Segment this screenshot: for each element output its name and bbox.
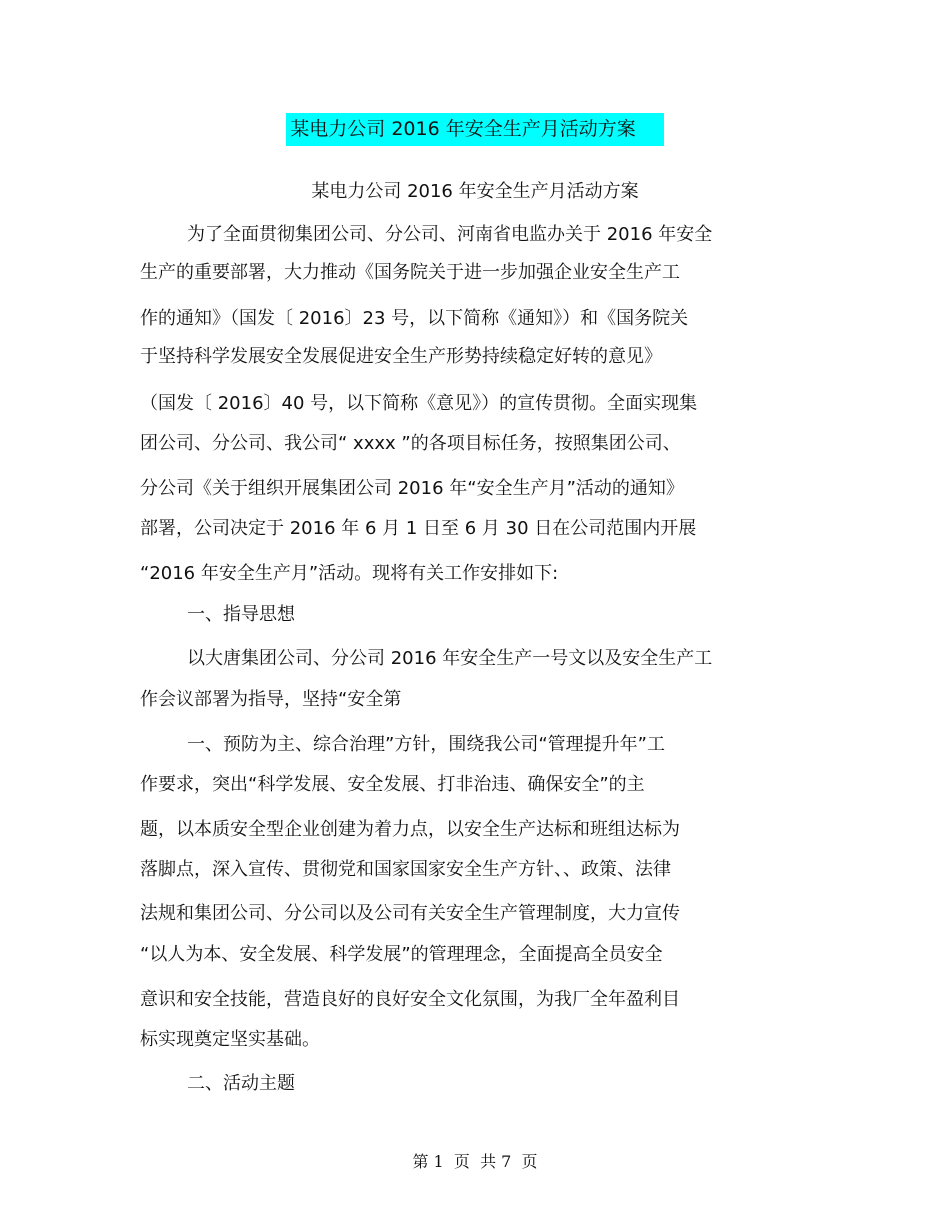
body-line: 作的通知》（国发〔 2016〕23 号，以下简称《通知》）和《国务院关 <box>140 308 689 329</box>
body-line: 团公司、分公司、我公司“ xxxx ”的各项目标任务，按照集团公司、 <box>140 433 681 454</box>
body-line: 以大唐集团公司、分公司 2016 年安全生产一号文以及安全生产工 <box>187 648 713 669</box>
document-title: 某电力公司 2016 年安全生产月活动方案 <box>286 113 663 146</box>
body-line: 法规和集团公司、分公司以及公司有关安全生产管理制度，大力宣传 <box>140 903 680 924</box>
document-subtitle: 某电力公司 2016 年安全生产月活动方案 <box>311 181 639 202</box>
body-line: 部署，公司决定于 2016 年 6 月 1 日至 6 月 30 日在公司范围内开展 <box>140 518 697 539</box>
body-line: 意识和安全技能，营造良好的良好安全文化氛围，为我厂全年盈利目 <box>140 989 680 1010</box>
page-number-footer: 第 1 页 共 7 页 <box>412 1152 538 1171</box>
body-line: 落脚点，深入宣传、贯彻党和国家国家安全生产方针、、政策、法律 <box>140 859 671 880</box>
body-line: 标实现奠定坚实基础。 <box>140 1029 320 1050</box>
body-line: 一、预防为主、综合治理”方针，围绕我公司“管理提升年”工 <box>187 734 665 755</box>
body-line: “以人为本、安全发展、科学发展”的管理理念，全面提高全员安全 <box>140 944 663 965</box>
section-heading-activity-theme: 二、活动主题 <box>187 1073 295 1094</box>
body-line: 为了全面贯彻集团公司、分公司、河南省电监办关于 2016 年安全 <box>187 224 713 245</box>
body-line: 作要求，突出“科学发展、安全发展、打非治违、确保安全”的主 <box>140 774 645 795</box>
body-line: （国发〔 2016〕40 号，以下简称《意见》）的宣传贯彻。全面实现集 <box>140 393 698 414</box>
title-container <box>0 113 950 146</box>
section-heading-guiding-ideology: 一、指导思想 <box>187 604 295 625</box>
body-line: 生产的重要部署，大力推动《国务院关于进一步加强企业安全生产工 <box>140 262 680 283</box>
body-line: 作会议部署为指导，坚持“安全第 <box>140 689 402 710</box>
body-line: “2016 年安全生产月”活动。现将有关工作安排如下: <box>140 563 559 584</box>
body-line: 于坚持科学发展安全发展促进安全生产形势持续稳定好转的意见》 <box>140 346 662 367</box>
body-line: 分公司《关于组织开展集团公司 2016 年“安全生产月”活动的通知》 <box>140 478 684 499</box>
body-line: 题，以本质安全型企业创建为着力点，以安全生产达标和班组达标为 <box>140 819 680 840</box>
